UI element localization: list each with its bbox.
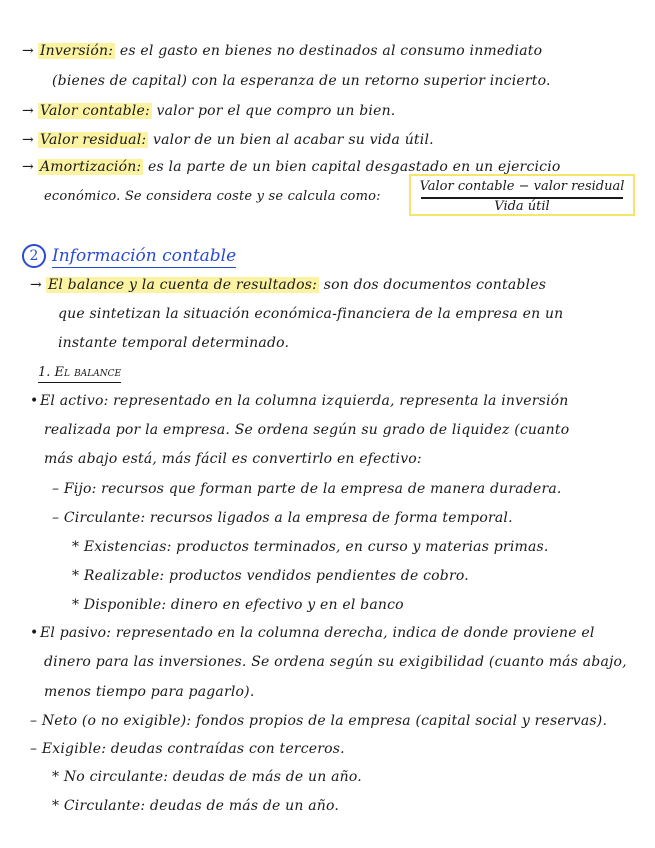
arrow-icon: → [22, 159, 34, 175]
line-pasivo-cont-1: dinero para las inversiones. Se ordena según su exigibilidad (cuanto más abajo, [44, 654, 627, 670]
term-balance-cuenta: El balance y la cuenta de resultados: [47, 277, 318, 293]
line-balance-cuenta [30, 276, 546, 294]
arrow-icon: → [22, 132, 34, 148]
term-valor-residual: Valor residual: [39, 132, 147, 148]
subsection-title: 1. El balance [38, 364, 121, 383]
arrow-icon: → [22, 103, 34, 119]
formula-numerator: Valor contable − valor residual [419, 179, 625, 194]
amortization-formula-box [409, 174, 635, 216]
term-valor-contable: Valor contable: [39, 103, 150, 119]
line-inversion-cont: (bienes de capital) con la esperanza de un retorno superior incierto. [52, 73, 551, 89]
line-realizable: * Realizable: productos vendidos pendientes de cobro. [72, 568, 469, 584]
definition-balance-cuenta: son dos documentos contables [323, 277, 547, 293]
line-balance-cont-1: que sintetizan la situación económica-financiera de la empresa en un [58, 306, 564, 322]
section-number-circle: 2 [22, 244, 46, 268]
line-balance-cont-2: instante temporal determinado. [58, 335, 290, 351]
definition-valor-residual: valor de un bien al acabar su vida útil. [152, 132, 434, 148]
line-inversion [22, 42, 542, 60]
line-disponible: * Disponible: dinero en efectivo y en el banco [72, 597, 404, 613]
line-pasivo-cont-2: menos tiempo para pagarlo). [44, 684, 255, 700]
term-amortizacion: Amortización: [39, 159, 142, 175]
bullet-icon: • [30, 625, 39, 641]
definition-inversion: es el gasto en bienes no destinados al consumo inmediato [119, 43, 543, 59]
line-neto: – Neto (o no exigible): fondos propios de la empresa (capital social y reservas). [30, 713, 608, 729]
line-activo-cont-2: más abajo está, más fácil es convertirlo en efectivo: [44, 451, 422, 467]
definition-amortizacion: es la parte de un bien capital desgastado en un ejercicio [148, 159, 561, 175]
line-existencias: * Existencias: productos terminados, en curso y materias primas. [72, 539, 549, 555]
arrow-icon: → [30, 277, 42, 293]
line-fijo: – Fijo: recursos que forman parte de la empresa de manera duradera. [52, 481, 562, 497]
bullet-icon: • [30, 393, 39, 409]
line-activo-cont-1: realizada por la empresa. Se ordena según su grado de liquidez (cuanto [44, 422, 570, 438]
line-circulante-deudas: * Circulante: deudas de más de un año. [52, 798, 340, 814]
formula-denominator: Vida útil [494, 199, 550, 214]
line-valor-contable [22, 102, 395, 120]
line-circulante: – Circulante: recursos ligados a la empresa de forma temporal. [52, 510, 513, 526]
line-exigible: – Exigible: deudas contraídas con terceros. [30, 741, 345, 757]
section-heading [22, 244, 236, 268]
section-title: Información contable [52, 246, 237, 266]
line-amortizacion-cont: económico. Se considera coste y se calcula como: [44, 189, 381, 204]
line-valor-residual [22, 131, 434, 149]
line-pasivo: • El pasivo: representado en la columna derecha, indica de donde proviene el [30, 625, 595, 641]
definition-valor-contable: valor por el que compro un bien. [156, 103, 396, 119]
term-inversion: Inversión: [39, 43, 114, 59]
line-activo: • El activo: representado en la columna izquierda, representa la inversión [30, 393, 569, 409]
line-no-circulante: * No circulante: deudas de más de un año. [52, 769, 362, 785]
arrow-icon: → [22, 43, 34, 59]
